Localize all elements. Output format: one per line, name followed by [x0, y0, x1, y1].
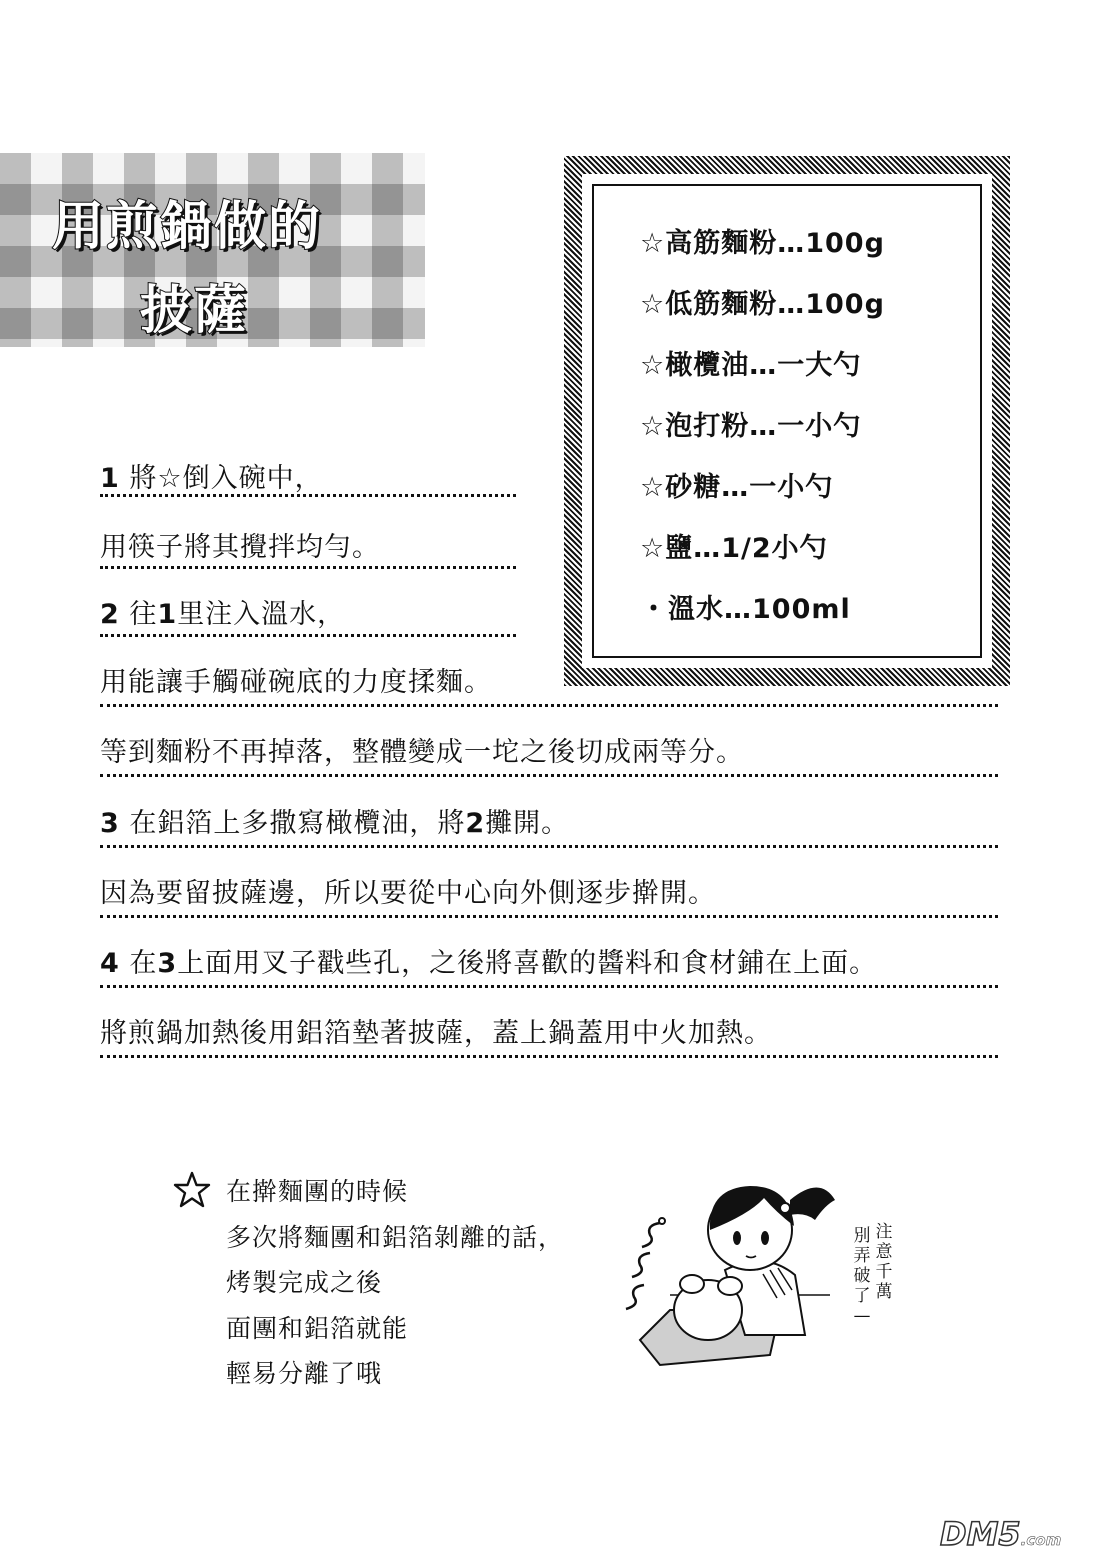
step-4-line-a [100, 941, 877, 980]
step-text: 上面用叉子戳些孔，之後將喜歡的醬料和食材鋪在上面。 [177, 948, 878, 979]
speech-note-column: 別弄破了— [853, 1226, 871, 1326]
ingredient-item: ☆低筋麵粉…100g [640, 289, 885, 320]
step-reference: 3 [157, 948, 178, 979]
tip-line: 多次將麵團和鋁箔剝離的話， [226, 1223, 565, 1252]
ingredient-item: ☆砂糖…一小勺 [640, 472, 834, 503]
step-reference: 1 [157, 599, 178, 630]
ingredient-item: ☆高筋麵粉…100g [640, 228, 885, 259]
girl-kneading-dough-illustration [630, 1160, 850, 1370]
watermark-brand: DM5 [940, 1515, 1021, 1553]
tip-line: 輕易分離了哦 [226, 1359, 383, 1388]
step-text: 將☆倒入碗中， [129, 463, 323, 494]
dotted-rule [100, 566, 516, 569]
page-title-line-2: 披薩 [140, 281, 249, 341]
speech-note-column: 注意千萬 [875, 1222, 893, 1302]
dotted-rule [100, 985, 998, 988]
step-2-line-a [100, 592, 345, 631]
dotted-rule [100, 494, 516, 497]
step-text: 里注入溫水， [177, 599, 346, 630]
dotted-rule [100, 704, 998, 707]
step-text: 攤開。 [485, 808, 570, 839]
watermark-domain: .com [1020, 1531, 1062, 1549]
step-number: 4 [100, 948, 120, 979]
step-1-line-b: 用筷子將其攪拌均勻。 [100, 532, 380, 563]
dotted-rule [100, 1055, 998, 1058]
ingredient-item: ☆鹽…1/2小勺 [640, 533, 828, 564]
step-text: 在鋁箔上多撒寫橄欖油，將 [129, 808, 466, 839]
star-icon [172, 1170, 212, 1210]
step-4-line-b: 將煎鍋加熱後用鋁箔墊著披薩，蓋上鍋蓋用中火加熱。 [100, 1018, 772, 1049]
dotted-rule [100, 915, 998, 918]
ingredient-item: ☆泡打粉…一小勺 [640, 411, 862, 442]
step-3-line-a [100, 801, 569, 840]
tip-line: 面團和鋁箔就能 [226, 1314, 409, 1343]
step-text: 往 [129, 599, 158, 630]
step-number: 1 [100, 463, 120, 494]
tip-line: 在擀麵團的時候 [226, 1177, 409, 1206]
step-number: 3 [100, 808, 120, 839]
page-title-line-1: 用煎鍋做的 [52, 197, 323, 257]
step-number: 2 [100, 599, 120, 630]
dotted-rule [100, 774, 998, 777]
step-2-line-b: 用能讓手觸碰碗底的力度揉麵。 [100, 667, 492, 698]
step-text: 在 [129, 948, 158, 979]
dotted-rule [100, 634, 516, 637]
step-2-line-c: 等到麵粉不再掉落，整體變成一坨之後切成兩等分。 [100, 737, 744, 768]
step-3-line-b: 因為要留披薩邊，所以要從中心向外側逐步擀開。 [100, 878, 716, 909]
ingredient-item: ☆橄欖油…一大勺 [640, 350, 862, 381]
dotted-rule [100, 845, 998, 848]
ingredient-item: ・溫水…100ml [640, 594, 851, 625]
dm5-watermark-logo [940, 1515, 1061, 1553]
step-1-line-a [100, 456, 323, 495]
tip-line: 烤製完成之後 [226, 1268, 383, 1297]
step-reference: 2 [465, 808, 486, 839]
